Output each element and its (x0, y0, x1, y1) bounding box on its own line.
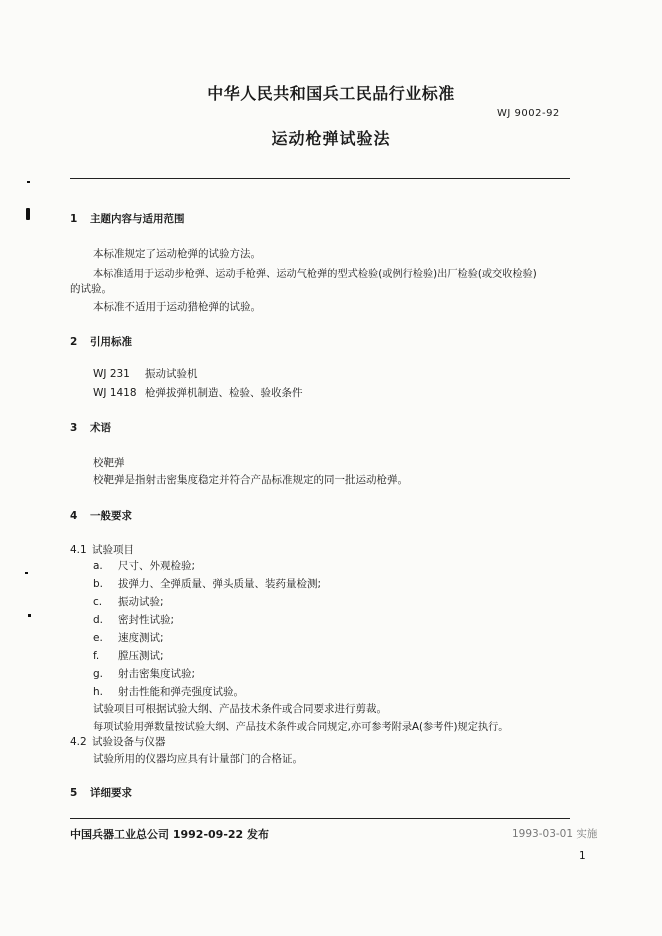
section-2-heading (70, 334, 132, 349)
list-marker: f. (93, 650, 100, 662)
paragraph: 本标准适用于运动步枪弹、运动手枪弹、运动气枪弹的型式检验(或例行检验)出厂检验(或交收检验) (93, 269, 537, 280)
scan-speck (28, 614, 31, 617)
section-title: 一般要求 (90, 510, 132, 522)
paragraph-continuation: 的试验。 (70, 283, 112, 295)
reference-code: WJ 231 (93, 368, 130, 380)
section-number: 1 (70, 213, 78, 225)
list-item (93, 612, 174, 627)
section-4-heading (70, 508, 132, 523)
document-title: 运动枪弹试验法 (271, 129, 391, 148)
section-title: 主题内容与适用范围 (90, 213, 185, 225)
list-marker: h. (93, 686, 103, 698)
list-item (93, 594, 164, 609)
list-marker: e. (93, 632, 103, 644)
section-number: 4 (70, 510, 78, 522)
section-title: 引用标准 (90, 336, 132, 348)
footer-divider (70, 818, 570, 819)
list-marker: d. (93, 614, 104, 626)
list-text: 密封性试验; (118, 614, 175, 626)
standard-category-title: 中华人民共和国兵工民品行业标准 (207, 84, 455, 103)
list-text: 速度测试; (118, 632, 164, 644)
reference-name: 枪弹拔弹机制造、检验、验收条件 (145, 387, 303, 399)
subsection-title: 试验设备与仪器 (92, 736, 166, 748)
list-text: 拔弹力、全弹质量、弹头质量、装药量检测; (118, 578, 322, 590)
reference-entry (93, 366, 198, 381)
reference-entry (93, 385, 303, 400)
subsection-4-2-heading (70, 734, 166, 749)
list-item (93, 576, 321, 591)
list-text: 射击性能和弹壳强度试验。 (118, 686, 244, 698)
section-title: 详细要求 (90, 787, 132, 799)
list-item (93, 684, 244, 699)
section-3-heading (70, 420, 111, 435)
list-text: 膛压测试; (118, 650, 164, 662)
subsection-number: 4.1 (70, 544, 87, 556)
section-5-heading (70, 785, 132, 800)
paragraph: 本标准规定了运动枪弹的试验方法。 (93, 248, 261, 260)
subsection-4-1-heading (70, 542, 134, 557)
list-marker: a. (93, 560, 103, 572)
subsection-title: 试验项目 (92, 544, 134, 556)
section-number: 2 (70, 336, 78, 348)
term: 校靶弹 (93, 457, 125, 469)
list-marker: c. (93, 596, 103, 608)
scan-speck (25, 572, 28, 574)
reference-name: 振动试验机 (145, 368, 198, 380)
list-item (93, 666, 195, 681)
issue-statement: 中国兵器工业总公司 1992-09-22 发布 (70, 828, 270, 841)
list-item (93, 558, 195, 573)
paragraph: 试验项目可根据试验大纲、产品技术条件或合同要求进行剪裁。 (93, 703, 387, 715)
paragraph: 试验所用的仪器均应具有计量部门的合格证。 (93, 753, 303, 765)
scan-speck (27, 181, 30, 183)
page-number: 1 (579, 850, 586, 862)
list-item (93, 630, 164, 645)
header-divider (70, 178, 570, 179)
subsection-number: 4.2 (70, 736, 87, 748)
section-title: 术语 (90, 422, 111, 434)
standard-code: WJ 9002-92 (497, 108, 560, 119)
list-marker: g. (93, 668, 104, 680)
list-item (93, 648, 164, 663)
section-number: 3 (70, 422, 78, 434)
section-number: 5 (70, 787, 78, 799)
scan-speck (26, 208, 30, 220)
section-1-heading (70, 211, 185, 226)
list-text: 尺寸、外观检验; (118, 560, 196, 572)
paragraph: 本标准不适用于运动猎枪弹的试验。 (93, 301, 261, 313)
list-marker: b. (93, 578, 104, 590)
reference-code: WJ 1418 (93, 387, 137, 399)
list-text: 振动试验; (118, 596, 164, 608)
list-text: 射击密集度试验; (118, 668, 196, 680)
term-definition: 校靶弹是指射击密集度稳定并符合产品标准规定的同一批运动枪弹。 (93, 474, 408, 486)
paragraph: 每项试验用弹数量按试验大纲、产品技术条件或合同规定,亦可参考附录A(参考件)规定执行。 (93, 722, 509, 733)
implementation-statement: 1993-03-01 实施 (512, 828, 598, 840)
